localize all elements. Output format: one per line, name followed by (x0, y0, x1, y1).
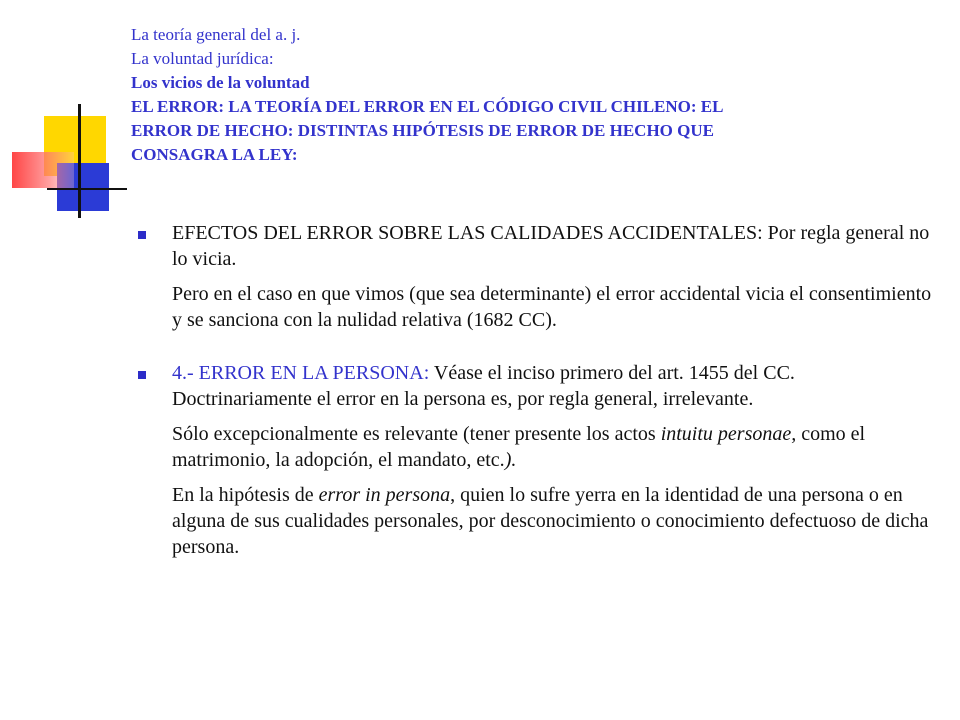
bullet-2-paragraph-3 (172, 482, 938, 560)
text-span: En la hipótesis de (172, 484, 319, 506)
bullet-item (138, 360, 938, 560)
title-line-2: La voluntad jurídica: (131, 49, 274, 68)
slide-title (131, 23, 931, 167)
bullet-2-heading: 4.- ERROR EN LA PERSONA: (172, 362, 434, 384)
italic-term: ). (504, 449, 517, 471)
bullet-square-icon (138, 231, 146, 239)
bullet-2-text: Véase el inciso primero del art. 1455 del CC. Doctrinariamente el error en la persona es, por regla general, irrelevante. (172, 362, 795, 410)
horizontal-line (47, 188, 127, 190)
bullet-2-paragraph-1 (172, 360, 938, 412)
text-span: Sólo excepcionalmente es relevante (tener presente los actos (172, 423, 661, 445)
italic-term: error in persona (318, 484, 451, 506)
title-line-3: Los vicios de la voluntad (131, 73, 310, 92)
bullet-square-icon (138, 371, 146, 379)
slide-body (138, 220, 938, 569)
title-line-6: CONSAGRA LA LEY: (131, 145, 298, 164)
text-span: , quien lo sufre yerra en la identidad de una persona o en alguna de sus cualidades personales, por desconocimiento o conocimiento defectuoso de dicha persona. (172, 484, 929, 558)
title-line-5: ERROR DE HECHO: DISTINTAS HIPÓTESIS DE ERROR DE HECHO QUE (131, 121, 714, 140)
italic-term: intuitu personae, (660, 423, 797, 445)
title-line-1: La teoría general del a. j. (131, 25, 301, 44)
red-gradient-shape (12, 152, 74, 188)
bullet-1-paragraph-1: EFECTOS DEL ERROR SOBRE LAS CALIDADES ACCIDENTALES: Por regla general no lo vicia. (172, 222, 930, 270)
vertical-line (78, 104, 81, 218)
title-line-4: EL ERROR: LA TEORÍA DEL ERROR EN EL CÓDIGO CIVIL CHILENO: EL (131, 97, 724, 116)
text-span: como el matrimonio, la adopción, el mandato, etc. (172, 423, 866, 471)
bullet-item (138, 220, 938, 333)
bullet-1-paragraph-2: Pero en el caso en que vimos (que sea determinante) el error accidental vicia el consentimiento y se sanciona con la nulidad relativa (1682 CC). (172, 283, 932, 331)
decorative-logo (0, 0, 130, 220)
bullet-2-paragraph-2 (172, 421, 938, 473)
